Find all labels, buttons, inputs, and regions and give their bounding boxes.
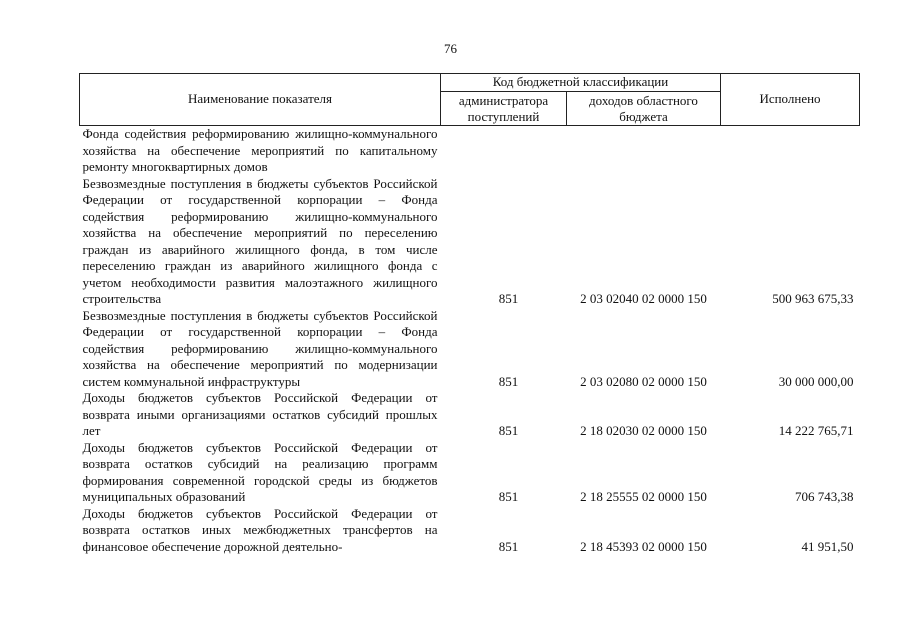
row-name: Безвозмездные поступления в бюджеты субъектов Российской Федерации от государственной корпорации – Фонда содействия реформированию жилищно-коммунального хозяйства на обеспечение мероприятий по переселению граждан из аварийного жилищного фонда, в том числе переселению граждан из аварийного жилищного фонда с учетом необходимости развития малоэтажного жилищного строительства [82,175,438,306]
table-header [80,74,860,126]
row-admin-code [441,126,567,176]
row-executed-value: 41 951,50 [801,538,854,554]
row-executed-value: 500 963 675,33 [772,291,854,306]
row-income-code: 2 18 02030 02 0000 150 [580,423,707,438]
row-name: Доходы бюджетов субъектов Российской Федерации от возврата остатков субсидий на реализацию программ формирования современной городской среды из бюджетов муниципальных образований [82,439,438,504]
table-row [80,308,860,391]
row-executed-value: 30 000 000,00 [778,373,854,389]
row-admin-code: 851 [498,489,519,504]
header-name-column: Наименование показателя [80,74,441,126]
table-row [80,176,860,308]
header-value-column: Исполнено [721,74,860,126]
row-executed-value: 14 222 765,71 [778,423,854,438]
row-income-code: 2 18 25555 02 0000 150 [580,489,707,504]
header-admin-column: администратора поступлений [441,92,567,126]
table-row [80,440,860,506]
header-classification-group: Код бюджетной классификации [441,74,721,92]
budget-table [79,73,860,555]
table-row [80,506,860,556]
table-row [80,126,860,176]
page-number: 76 [444,41,457,56]
row-name: Доходы бюджетов субъектов Российской Федерации от возврата иными организациями остатков субсидий прошлых лет [82,390,438,438]
table-body [80,126,860,556]
row-executed-value: 706 743,38 [795,489,854,504]
row-admin-code: 851 [498,291,519,306]
row-admin-code: 851 [498,423,519,438]
table-row [80,390,860,440]
row-name: Безвозмездные поступления в бюджеты субъектов Российской Федерации от государственной корпорации – Фонда содействия реформированию жилищно-коммунального хозяйства на обеспечение мероприятий по модернизации систем коммунальной инфраструктуры [82,307,438,389]
row-admin-code: 851 [498,538,519,554]
row-income-code: 2 18 45393 02 0000 150 [580,538,707,554]
row-name: Доходы бюджетов субъектов Российской Федерации от возврата остатков иных межбюджетных трансфертов на финансовое обеспечение дорожной деятельно- [82,505,438,554]
row-admin-code: 851 [498,373,519,389]
row-income-code: 2 03 02080 02 0000 150 [580,373,707,389]
header-code-column: доходов областного бюджета [567,92,721,126]
row-name: Фонда содействия реформированию жилищно-коммунального хозяйства на обеспечение мероприятий по капитальному ремонту многоквартирных домов [82,126,438,174]
row-executed-value [721,126,860,176]
row-income-code: 2 03 02040 02 0000 150 [580,291,707,306]
row-income-code [567,126,721,176]
